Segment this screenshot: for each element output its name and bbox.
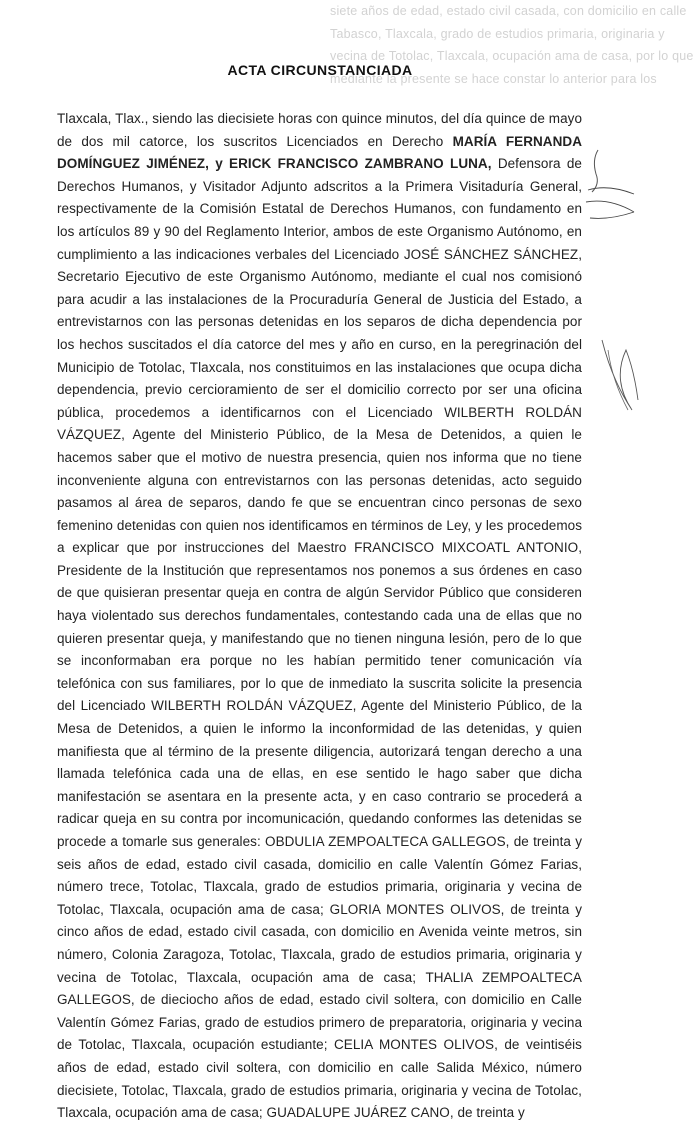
bleed-line: vecina de Totolac, Tlaxcala, ocupación ama de casa, por lo que [330,49,694,63]
bleed-through-text [330,0,694,100]
bleed-line: Tabasco, Tlaxcala, grado de estudios primaria, originaria y [330,26,665,41]
handwritten-signature-marks [580,140,640,460]
body-bold-names: MARÍA FERNANDA DOMÍNGUEZ JIMÉNEZ, y ERICK FRANCISCO ZAMBRANO LUNA, [57,133,582,172]
body-text-part-2: Defensora de Derechos Humanos, y Visitador Adjunto adscritos a la Primera Visitaduría General, respectivamente de la Comisión Estatal de Derechos Humanos, con fundamento en los artículos 89 y 90 del Reglamento Interior, ambos de este Organismo Autónomo, en cumplimiento a las indicaciones verbales del Licenciado JOSÉ SÁNCHEZ SÁNCHEZ, Secretario Ejecutivo de este Organismo Autónomo, mediante el cual nos comisionó para acudir a las instalaciones de la Procuraduría General de Justicia del Estado, a entrevistarnos con las personas detenidas en los separos de dicha dependencia por los hechos suscitados el día catorce del mes y año en curso, en la peregrinación del Municipio de Totolac, Tlaxcala, nos constituimos en las instalaciones que ocupa dicha dependencia, previo cercioramiento de ser el domicilio correcto por ser una oficina pública, procedemos a identificarnos con el Licenciado WILBERTH ROLDÁN VÁZQUEZ, Agente del Ministerio Público, de la Mesa de Detenidos, a quien le hacemos saber que el motivo de nuestra presencia, quien nos informa que no tiene inconveniente alguna con entrevistarnos con las personas detenidas, acto seguido pasamos al área de separos, dando fe que se encuentran cinco personas de sexo femenino detenidas con quien nos identificamos en términos de Ley, y les procedemos a explicar que por instrucciones del Maestro FRANCISCO MIXCOATL ANTONIO, Presidente de la Institución que representamos nos ponemos a sus órdenes en caso de que quisieran presentar queja en contra de algún Servidor Público que consideren haya violentado sus derechos fundamentales, contestando cada una de ellas que no quieren presentar queja, y manifestando que no tienen ninguna lesión, pero de lo que se inconformaban era porque no les habían permitido tener comunicación vía telefónica con sus familiares, por lo que de inmediato la suscrita solicite la presencia del Licenciado WILBERTH ROLDÁN VÁZQUEZ, Agente del Ministerio Público, de la Mesa de Detenidos, a quien le informo la inconformidad de las detenidas, y quien manifiesta que al término de la presente diligencia, autorizará tengan derecho a una llamada telefónica cada una de ellas, en ese sentido le hago saber que dicha manifestación se asentara en la presente acta, y en caso contrario se procederá a radicar queja en su contra por incomunicación, quedando conformes las detenidas se procede a tomarle sus generales: OBDULIA ZEMPOALTECA GALLEGOS, de treinta y seis años de edad, estado civil casada, domicilio en calle Valentín Gómez Farias, número trece, Totolac, Tlaxcala, grado de estudios primaria, originaria y vecina de Totolac, Tlaxcala, ocupación ama de casa; GLORIA MONTES OLIVOS, de treinta y cinco años de edad, estado civil casada, con domicilio en Avenida veinte metros, sin número, Colonia Zaragoza, Totolac, Tlaxcala, grado de estudios primaria, originaria y vecina de Totolac, Tlaxcala, ocupación ama de casa; THALIA ZEMPOALTECA GALLEGOS, de dieciocho años de edad, estado civil soltera, con domicilio en Calle Valentín Gómez Farias, grado de estudios primero de preparatoria, originaria y vecina de Totolac, Tlaxcala, ocupación estudiante; CELIA MONTES OLIVOS, de veintiséis años de edad, estado civil soltera, con domicilio en calle Salida México, número diecisiete, Totolac, Tlaxcala, grado de estudios primaria, originaria y vecina de Totolac, Tlaxcala, ocupación ama de casa; GUADALUPE JUÁREZ CANO, de treinta y [57,156,582,1121]
bleed-line: mediante la presente se hace constar lo anterior para los [330,71,657,86]
bleed-line: siete años de edad, estado civil casada, con domicilio en calle [330,4,687,18]
body-text-part-1: Tlaxcala, Tlax., siendo las diecisiete horas con quince minutos, del día quince de mayo de dos mil catorce, los suscritos Licenciados en Derecho [57,111,582,149]
document-title: ACTA CIRCUNSTANCIADA [227,62,413,78]
document-body [57,108,582,1125]
